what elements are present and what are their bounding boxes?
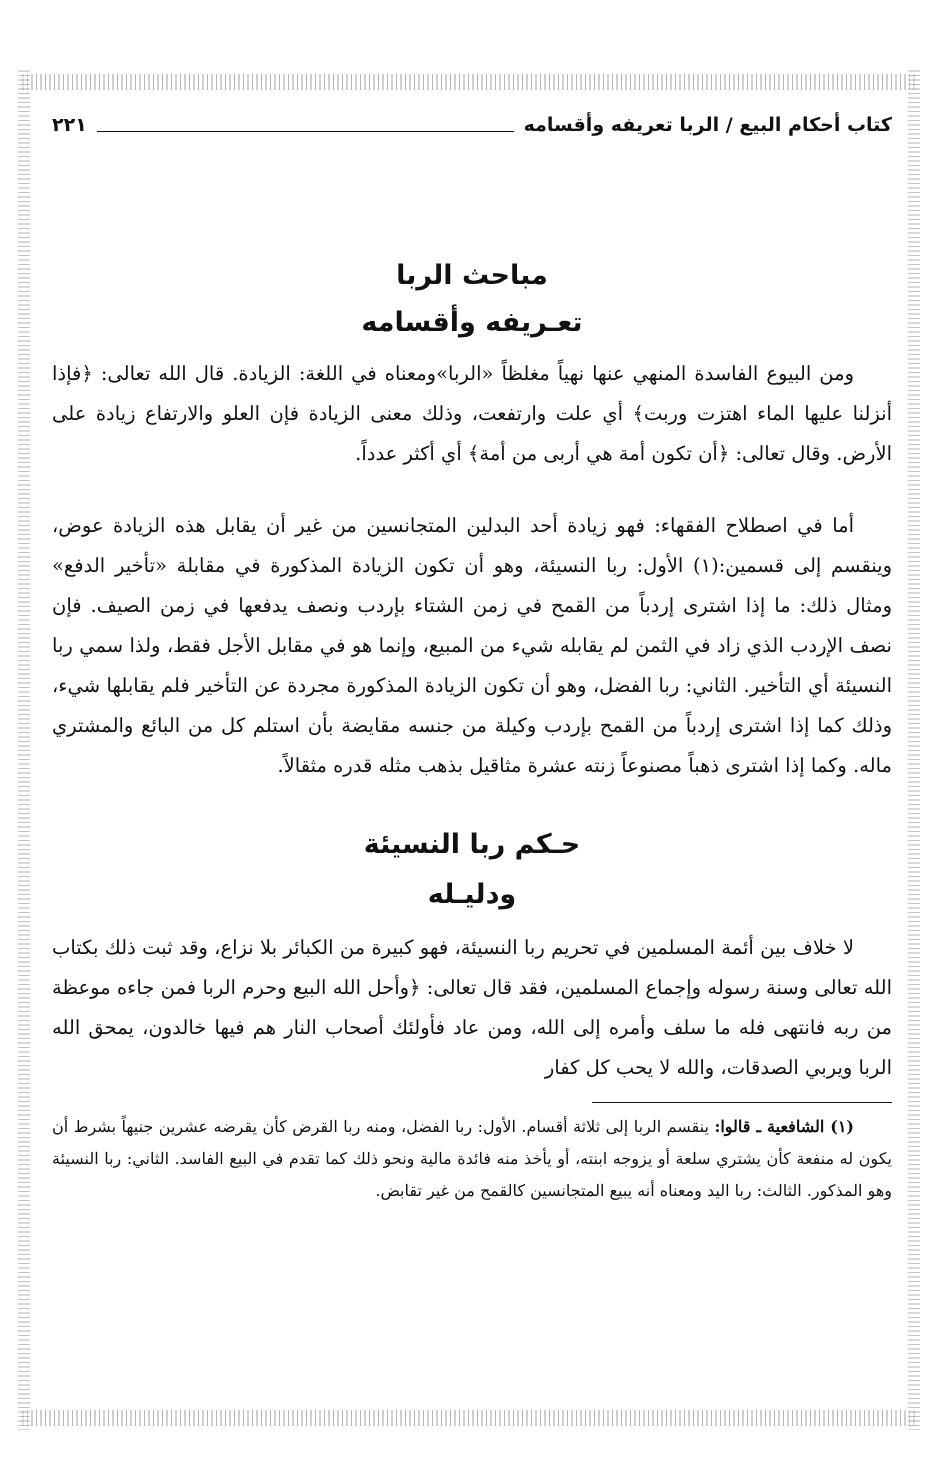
page-number: ٢٢١ xyxy=(52,114,87,136)
paragraph-nasia-prohibition: لا خلاف بين أئمة المسلمين في تحريم ربا النسيئة، فهو كبيرة من الكبائر بلا نزاع، وقد ثبت ذلك بكتاب الله تعالى وسنة رسوله وإجماع المسلمين، فقد قال تعالى: ﴿وأحل الله البيع وحرم الربا فمن جاءه موعظة من ربه فانتهى فله ما سلف وأمره إلى الله، ومن عاد فأولئك أصحاب النار هم فيها خالدون، يمحق الله الربا ويربي الصدقات، والله لا يحب كل كفار xyxy=(52,936,892,1079)
paragraph-juristic-definition: أما في اصطلاح الفقهاء: فهو زيادة أحد البدلين المتجانسين من غير أن يقابل هذه الزيادة عوض، وينقسم إلى قسمين:(١) الأول: ربا النسيئة، وهو أن تكون الزيادة المذكورة في مقابلة «تأخير الدفع» ومثال ذلك: ما إذا اشترى إردباً من القمح في زمن الشتاء بإردب ونصف يدفعها في زمن الصيف. فإن نصف الإردب الذي زاد في الثمن لم يقابله شيء من المبيع، وإنما هو في مقابل الأجل فقط، ولذا سمي ربا النسيئة أي التأخير. الثاني: ربا الفضل، وهو أن تكون الزيادة المذكورة مجردة عن التأخير فلم يقابلها شيء، وذلك كما إذا اشترى إردباً من القمح بإردب وكيلة من جنسه مقايضة بأن استلم كل من البائع والمشتري ماله. وكما إذا اشترى ذهباً مصنوعاً زنته عشرة مثاقيل بذهب مثله قدره مثقالاً. xyxy=(52,514,893,777)
ornamental-border-top xyxy=(22,74,918,90)
section-subheading-evidence: ودليـله xyxy=(427,879,517,910)
running-title: كتاب أحكام البيع / الربا تعريفه وأقسامه xyxy=(523,114,892,136)
paragraph-linguistic-meaning: ومن البيوع الفاسدة المنهي عنها نهياً مغلظاً «الربا»ومعناه في اللغة: الزيادة. قال الله تعالى: ﴿فإذا أنزلنا عليها الماء اهتزت وربت﴾ أي علت وارتفعت، وذلك معنى الزيادة فإن العلو والارتفاع زيادة على الأرض. وقال تعالى: ﴿أن تكون أمة هي أربى من أمة﴾ أي أكثر عدداً. xyxy=(52,362,892,465)
running-header xyxy=(52,108,892,142)
section-heading-riba: مباحث الربا xyxy=(396,260,548,291)
footnote-shafii xyxy=(52,1111,892,1207)
section-subheading-definition: تعـريفه وأقسامه xyxy=(361,307,583,338)
section-heading-nasia-ruling: حـكم ربا النسيئة xyxy=(363,829,581,860)
header-rule xyxy=(97,119,514,132)
footnote-text: ينقسم الربا إلى ثلاثة أقسام. الأول: ربا الفضل، ومنه ربا القرض كأن يقرضه عشرين جنيهاً بشرط أن يكون له منفعة كأن يشتري سلعة أو يزوجه ابنته، أو يأخذ منه فائدة مالية ونحو ذلك كما تقدم في البيع الفاسد. الثاني: ربا النسيئة وهو المذكور. الثالث: ربا اليد ومعناه أنه يبيع المتجانسين كالقمح من غير تقابض. xyxy=(52,1117,892,1200)
page xyxy=(52,108,892,1207)
ornamental-border-left xyxy=(18,70,30,1430)
ornamental-border-right xyxy=(908,70,920,1430)
footnote-lead: (١) الشافعية ـ قالوا: xyxy=(714,1117,854,1136)
ornamental-border-bottom xyxy=(22,1410,918,1426)
